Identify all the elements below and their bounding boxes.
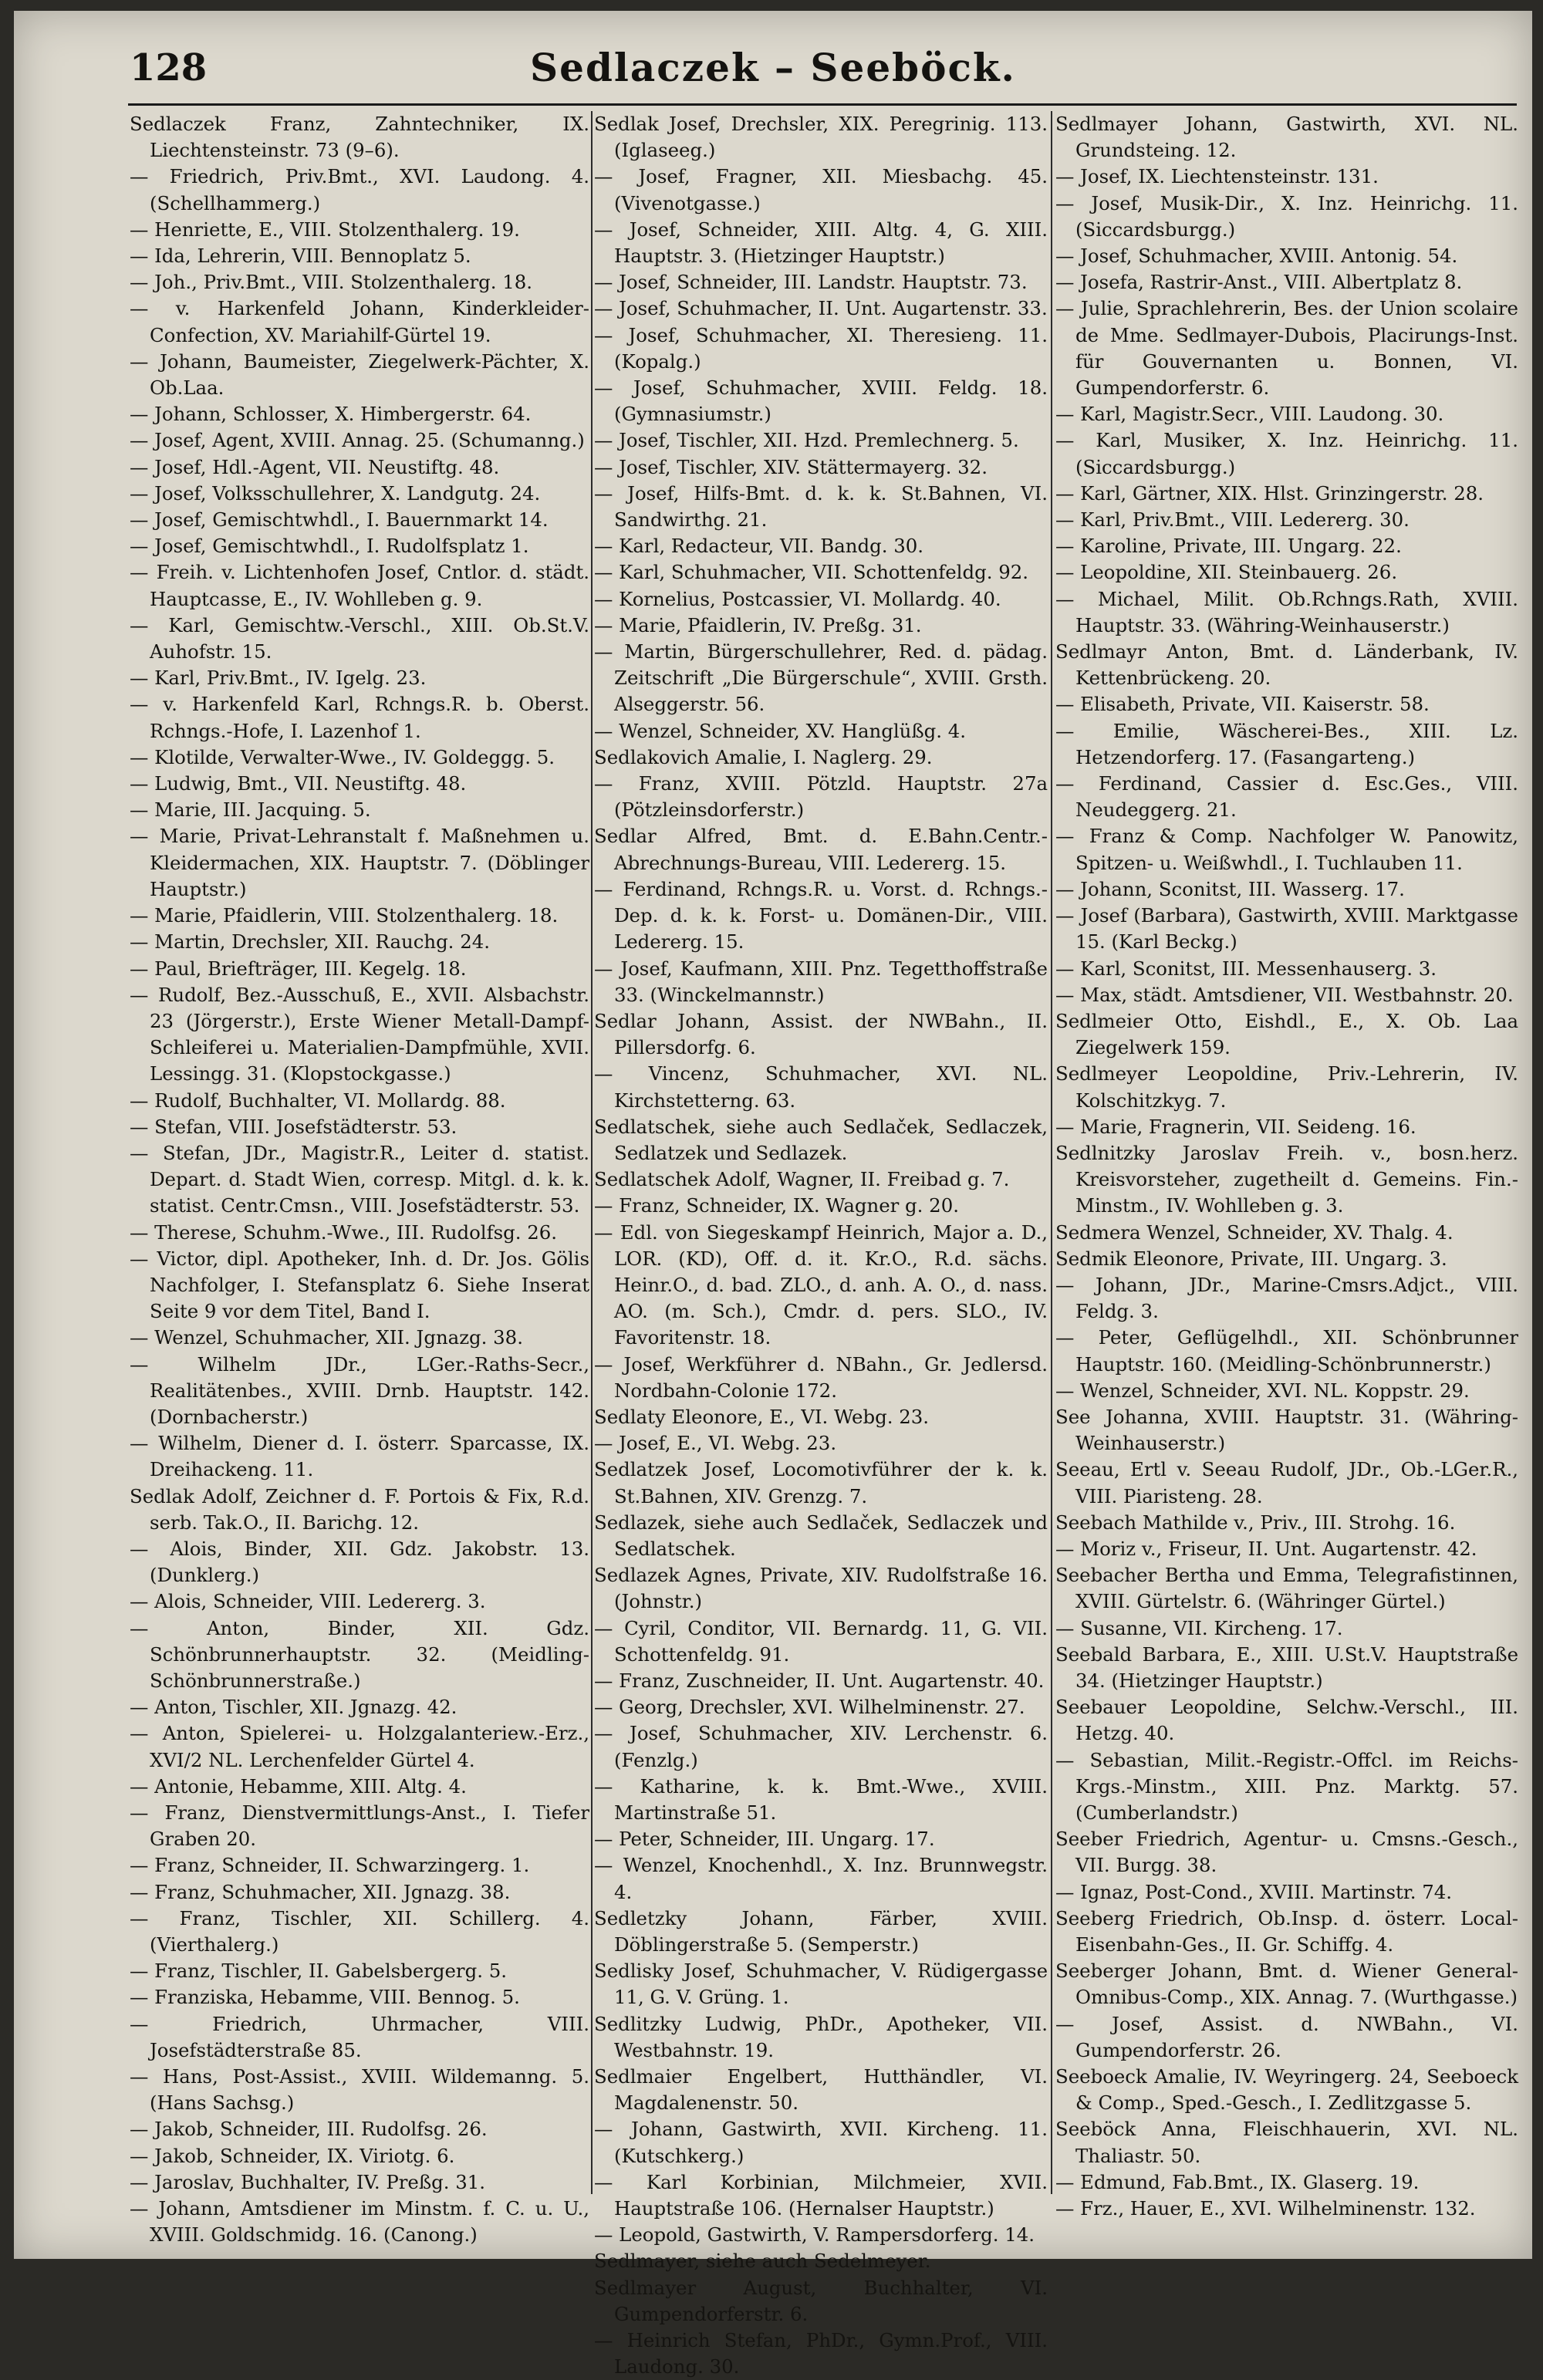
directory-entry: — Jakob, Schneider, III. Rudolfsg. 26.: [130, 2118, 488, 2141]
directory-entry: Sedlmayer, siehe auch Sedelmeyer.: [594, 2250, 931, 2273]
directory-entry: — Josef, Assist. d. NWBahn., VI. Gumpendorferstr. 26.: [1055, 2012, 1518, 2061]
directory-entry: Sedlatschek, siehe auch Sedlaček, Sedlaczek, Sedlatzek und Sedlazek.: [594, 1115, 1048, 1164]
directory-entry: Sedlmayer Johann, Gastwirth, XVI. NL. Grundsteing. 12.: [1055, 113, 1518, 162]
directory-entry: — Cyril, Conditor, VII. Bernardg. 11, G. VII. Schottenfeldg. 91.: [594, 1616, 1048, 1666]
directory-entry: Sedlaty Eleonore, E., VI. Webg. 23.: [594, 1405, 930, 1428]
column-divider: [591, 111, 593, 2194]
directory-entry: — Marie, III. Jacquing. 5.: [130, 798, 371, 822]
directory-entry: — Marie, Pfaidlerin, VIII. Stolzenthalerg. 18.: [130, 904, 559, 927]
directory-entry: — Ferdinand, Rchngs.R. u. Vorst. d. Rchngs.-Dep. d. k. k. Forst- u. Domänen-Dir., VIII. Ledererg. 15.: [594, 877, 1048, 954]
directory-entry: — Karl, Gärtner, XIX. Hlst. Grinzingerstr. 28.: [1055, 481, 1484, 505]
directory-entry: Sedlatzek Josef, Locomotivführer der k. k. St.Bahnen, XIV. Grenzg. 7.: [594, 1458, 1048, 1507]
directory-entry: — Josef, Kaufmann, XIII. Pnz. Tegetthoffstraße 33. (Winckelmannstr.): [594, 957, 1048, 1006]
directory-entry: — Johann, Baumeister, Ziegelwerk-Pächter, X. Ob.Laa.: [130, 349, 589, 400]
column-2: [594, 111, 1048, 2378]
directory-entry: — Freih. v. Lichtenhofen Josef, Cntlor. d. städt. Hauptcasse, E., IV. Wohlleben g. 9.: [130, 561, 589, 610]
directory-entry: — Wenzel, Schneider, XVI. NL. Koppstr. 29.: [1055, 1379, 1470, 1402]
directory-entry: — Johann, JDr., Marine-Cmsrs.Adjct., VIII. Feldg. 3.: [1055, 1273, 1518, 1323]
directory-entry: — Johann, Schlosser, X. Himbergerstr. 64.: [130, 403, 532, 426]
directory-entry: — Hans, Post-Assist., XVIII. Wildemanng. 5. (Hans Sachsg.): [130, 2065, 589, 2115]
directory-entry: Sedlazek, siehe auch Sedlaček, Sedlaczek und Sedlatschek.: [594, 1511, 1048, 1560]
directory-entry: — Wilhelm, Diener d. I. österr. Sparcasse, IX. Dreihackeng. 11.: [130, 1432, 589, 1481]
directory-entry: — Karl, Sconitst, III. Messenhauserg. 3.: [1055, 957, 1437, 980]
directory-entry: — Stefan, VIII. Josefstädterstr. 53.: [130, 1115, 457, 1138]
directory-entry: Seeböck Anna, Fleischhauerin, XVI. NL. Thaliastr. 50.: [1055, 2118, 1518, 2167]
directory-entry: — Jaroslav, Buchhalter, IV. Preßg. 31.: [130, 2170, 486, 2193]
directory-entry: — Franziska, Hebamme, VIII. Bennog. 5.: [130, 1986, 520, 2009]
directory-entry: Seeberg Friedrich, Ob.Insp. d. österr. Local-Eisenbahn-Ges., II. Gr. Schiffg. 4.: [1055, 1906, 1518, 1956]
directory-entry: — Susanne, VII. Kircheng. 17.: [1055, 1616, 1343, 1639]
directory-entry: — Josef, Hdl.-Agent, VII. Neustiftg. 48.: [130, 455, 500, 478]
directory-entry: — Peter, Geflügelhdl., XII. Schönbrunner Hauptstr. 160. (Meidling-Schönbrunnerstr.): [1055, 1326, 1518, 1376]
directory-entry: — Klotilde, Verwalter-Wwe., IV. Goldeggg. 5.: [130, 745, 555, 768]
directory-entry: — Rudolf, Bez.-Ausschuß, E., XVII. Alsbachstr. 23 (Jörgerstr.), Erste Wiener Metall-Dampf-Schleiferei u. Materialien-Dampfmühle, XVII. Lessingg. 31. (Klopstockgasse.): [130, 983, 589, 1085]
directory-entry: — Karl, Musiker, X. Inz. Heinrichg. 11. (Siccardsburgg.): [1055, 429, 1518, 478]
directory-entry: Sedlmeyer Leopoldine, Priv.-Lehrerin, IV. Kolschitzkyg. 7.: [1055, 1062, 1518, 1112]
directory-entry: Seebacher Bertha und Emma, Telegrafistinnen, XVIII. Gürtelstr. 6. (Währinger Gürtel.): [1055, 1564, 1518, 1613]
column-3: [1055, 111, 1518, 2220]
directory-entry: Sedlazek Agnes, Private, XIV. Rudolfstraße 16. (Johnstr.): [594, 1564, 1048, 1613]
directory-entry: — Frz., Hauer, E., XVI. Wilhelminenstr. 132.: [1055, 2197, 1476, 2220]
directory-entry: — Karoline, Private, III. Ungarg. 22.: [1055, 535, 1402, 558]
directory-entry: Sedlmaier Engelbert, Hutthändler, VI. Magdalenenstr. 50.: [594, 2065, 1048, 2115]
directory-entry: — Josefa, Rastrir-Anst., VIII. Albertplatz 8.: [1055, 271, 1463, 294]
directory-entry: — Karl, Schuhmacher, VII. Schottenfeldg. 92.: [594, 561, 1029, 584]
directory-entry: — Josef, Schuhmacher, XI. Theresieng. 11. (Kopalg.): [594, 323, 1048, 373]
directory-entry: — Anton, Spielerei- u. Holzgalanteriew.-Erz., XVI/2 NL. Lerchenfelder Gürtel 4.: [130, 1722, 589, 1771]
directory-entry: — Franz, Schneider, IX. Wagner g. 20.: [594, 1194, 959, 1217]
directory-entry: — Franz & Comp. Nachfolger W. Panowitz, Spitzen- u. Weißwhdl., I. Tuchlauben 11.: [1055, 825, 1518, 874]
directory-entry: — Karl, Priv.Bmt., VIII. Ledererg. 30.: [1055, 508, 1410, 532]
directory-entry: Sedmik Eleonore, Private, III. Ungarg. 3.: [1055, 1247, 1447, 1270]
directory-entry: — Victor, dipl. Apotheker, Inh. d. Dr. Jos. Gölis Nachfolger, I. Stefansplatz 6. Siehe Inserat Seite 9 vor dem Titel, Band I.: [130, 1247, 589, 1323]
directory-entry: — Josef, Schneider, XIII. Altg. 4, G. XIII. Hauptstr. 3. (Hietzinger Hauptstr.): [594, 218, 1048, 268]
directory-entry: — Friedrich, Priv.Bmt., XVI. Laudong. 4. (Schellhammerg.): [130, 165, 589, 214]
directory-entry: — Friedrich, Uhrmacher, VIII. Josefstädterstraße 85.: [130, 2012, 589, 2061]
directory-entry: — Anton, Tischler, XII. Jgnazg. 42.: [130, 1696, 457, 1719]
directory-entry: — Josef, Tischler, XIV. Stättermayerg. 32.: [594, 455, 988, 478]
directory-entry: Sedlar Alfred, Bmt. d. E.Bahn.Centr.-Abrechnungs-Bureau, VIII. Ledererg. 15.: [594, 825, 1048, 874]
directory-entry: Seeboeck Amalie, IV. Weyringerg. 24, Seeboeck & Comp., Sped.-Gesch., I. Zedlitzgasse 5.: [1055, 2065, 1518, 2115]
directory-entry: — Josef, Schuhmacher, XIV. Lerchenstr. 6. (Fenzlg.): [594, 1722, 1048, 1771]
directory-entry: — Sebastian, Milit.-Registr.-Offcl. im Reichs-Krgs.-Minstm., XIII. Pnz. Marktg. 57. (Cumberlandstr.): [1055, 1748, 1518, 1824]
directory-entry: — Paul, Briefträger, III. Kegelg. 18.: [130, 957, 467, 980]
directory-entry: — Ferdinand, Cassier d. Esc.Ges., VIII. Neudeggerg. 21.: [1055, 772, 1518, 822]
directory-entry: — Josef, Volksschullehrer, X. Landgutg. 24.: [130, 481, 541, 505]
directory-entry: — Georg, Drechsler, XVI. Wilhelminenstr. 27.: [594, 1696, 1025, 1719]
directory-entry: Sedlatschek Adolf, Wagner, II. Freibad g. 7.: [594, 1168, 1010, 1191]
directory-entry: — Josef, Schneider, III. Landstr. Hauptstr. 73.: [594, 271, 1028, 294]
directory-entry: — Franz, Dienstvermittlungs-Anst., I. Tiefer Graben 20.: [130, 1801, 589, 1851]
directory-entry: — Johann, Sconitst, III. Wasserg. 17.: [1055, 877, 1405, 900]
directory-entry: — Ludwig, Bmt., VII. Neustiftg. 48.: [130, 772, 467, 795]
directory-entry: — Karl Korbinian, Milchmeier, XVII. Hauptstraße 106. (Hernalser Hauptstr.): [594, 2170, 1048, 2220]
directory-entry: — Kornelius, Postcassier, VI. Mollardg. 40.: [594, 587, 1001, 610]
directory-entry: — Heinrich Stefan, PhDr., Gymn.Prof., VIII. Laudong. 30.: [594, 2329, 1048, 2378]
directory-entry: — Joh., Priv.Bmt., VIII. Stolzenthalerg. 18.: [130, 271, 533, 294]
directory-page: [14, 11, 1532, 2378]
directory-entry: — Ida, Lehrerin, VIII. Bennoplatz 5.: [130, 245, 471, 268]
directory-entry: Seeberger Johann, Bmt. d. Wiener General-Omnibus-Comp., XIX. Annag. 7. (Wurthgasse.): [1055, 1960, 1518, 2009]
directory-entry: Seebald Barbara, E., XIII. U.St.V. Hauptstraße 34. (Hietzinger Hauptstr.): [1055, 1642, 1518, 1692]
directory-entry: — Alois, Binder, XII. Gdz. Jakobstr. 13. (Dunklerg.): [130, 1537, 589, 1587]
directory-entry: — Josef, Hilfs-Bmt. d. k. k. St.Bahnen, VI. Sandwirthg. 21.: [594, 481, 1048, 532]
directory-entry: Sedletzky Johann, Färber, XVIII. Döblingerstraße 5. (Semperstr.): [594, 1906, 1048, 1956]
directory-entry: — Josef, Schuhmacher, XVIII. Antonig. 54.: [1055, 245, 1458, 268]
directory-entry: — Karl, Priv.Bmt., IV. Igelg. 23.: [130, 667, 427, 690]
directory-entry: — Antonie, Hebamme, XIII. Altg. 4.: [130, 1774, 467, 1798]
directory-entry: Seebauer Leopoldine, Selchw.-Verschl., III. Hetzg. 40.: [1055, 1696, 1518, 1745]
directory-entry: — Peter, Schneider, III. Ungarg. 17.: [594, 1828, 935, 1851]
directory-entry: — Franz, Tischler, XII. Schillerg. 4. (Vierthalerg.): [130, 1906, 589, 1956]
directory-entry: — Josef (Barbara), Gastwirth, XVIII. Marktgasse 15. (Karl Beckg.): [1055, 904, 1518, 954]
directory-entry: — Franz, Zuschneider, II. Unt. Augartenstr. 40.: [594, 1669, 1045, 1692]
directory-entry: — Josef, E., VI. Webg. 23.: [594, 1432, 837, 1455]
page-number: 128: [130, 46, 208, 89]
directory-entry: — Emilie, Wäscherei-Bes., XIII. Lz. Hetzendorferg. 17. (Fasangarteng.): [1055, 719, 1518, 768]
directory-entry: — Vincenz, Schuhmacher, XVI. NL. Kirchstetterng. 63.: [594, 1062, 1048, 1112]
directory-entry: — Julie, Sprachlehrerin, Bes. der Union scolaire de Mme. Sedlmayer-Dubois, Placirungs-Inst. für Gouvernanten u. Bonnen, VI. Gumpendorferstr. 6.: [1055, 297, 1518, 400]
directory-entry: — Katharine, k. k. Bmt.-Wwe., XVIII. Martinstraße 51.: [594, 1774, 1048, 1824]
header-rule: [128, 103, 1517, 106]
directory-entry: Sedlisky Josef, Schuhmacher, V. Rüdigergasse 11, G. V. Grüng. 1.: [594, 1960, 1048, 2009]
directory-entry: Sedlmayer August, Buchhalter, VI. Gumpendorferstr. 6.: [594, 2276, 1048, 2325]
directory-entry: — Josef, Schuhmacher, II. Unt. Augartenstr. 33.: [594, 297, 1048, 320]
directory-entry: — Karl, Redacteur, VII. Bandg. 30.: [594, 535, 924, 558]
directory-entry: — Franz, Schuhmacher, XII. Jgnazg. 38.: [130, 1880, 511, 1903]
directory-entry: Sedlak Josef, Drechsler, XIX. Peregrinig. 113. (Iglaseeg.): [594, 113, 1048, 162]
directory-entry: Seeber Friedrich, Agentur- u. Cmsns.-Gesch., VII. Burgg. 38.: [1055, 1828, 1518, 1877]
directory-entry: — Marie, Fragnerin, VII. Seideng. 16.: [1055, 1115, 1416, 1138]
directory-entry: — Wenzel, Schuhmacher, XII. Jgnazg. 38.: [130, 1326, 523, 1349]
directory-entry: Sedlmeier Otto, Eishdl., E., X. Ob. Laa Ziegelwerk 159.: [1055, 1009, 1518, 1059]
directory-entry: Sedlak Adolf, Zeichner d. F. Portois & Fix, R.d. serb. Tak.O., II. Barichg. 12.: [130, 1484, 589, 1534]
column-divider: [1051, 111, 1052, 2194]
directory-entry: — Alois, Schneider, VIII. Ledererg. 3.: [130, 1590, 486, 1613]
directory-entry: — Karl, Gemischtw.-Verschl., XIII. Ob.St.V. Auhofstr. 15.: [130, 613, 589, 663]
directory-entry: — Leopold, Gastwirth, V. Rampersdorferg. 14.: [594, 2223, 1035, 2247]
directory-entry: Seebach Mathilde v., Priv., III. Strohg. 16.: [1055, 1511, 1456, 1534]
directory-entry: — Josef, Gemischtwhdl., I. Bauernmarkt 14.: [130, 508, 549, 532]
page-header: Sedlaczek – Seeböck.: [530, 45, 1016, 90]
directory-entry: — Martin, Bürgerschullehrer, Red. d. pädag. Zeitschrift „Die Bürgerschule“, XVIII. Grsth. Alseggerstr. 56.: [594, 640, 1048, 716]
directory-entry: — v. Harkenfeld Johann, Kinderkleider-Confection, XV. Mariahilf-Gürtel 19.: [130, 297, 589, 346]
directory-entry: — Anton, Binder, XII. Gdz. Schönbrunnerhauptstr. 32. (Meidling-Schönbrunnerstraße.): [130, 1616, 589, 1692]
directory-entry: — v. Harkenfeld Karl, Rchngs.R. b. Oberst. Rchngs.-Hofe, I. Lazenhof 1.: [130, 693, 589, 742]
directory-entry: Sedlnitzky Jaroslav Freih. v., bosn.herz. Kreisvorsteher, zugetheilt d. Gemeins. Fin.-Minstm., IV. Wohlleben g. 3.: [1055, 1141, 1518, 1217]
directory-entry: — Marie, Pfaidlerin, IV. Preßg. 31.: [594, 613, 922, 636]
directory-entry: Sedlitzky Ludwig, PhDr., Apotheker, VII. Westbahnstr. 19.: [594, 2012, 1048, 2061]
directory-entry: — Therese, Schuhm.-Wwe., III. Rudolfsg. 26.: [130, 1220, 558, 1244]
directory-entry: — Johann, Gastwirth, XVII. Kircheng. 11. (Kutschkerg.): [594, 2118, 1048, 2167]
directory-entry: — Josef, Schuhmacher, XVIII. Feldg. 18. (Gymnasiumstr.): [594, 376, 1048, 426]
directory-entry: Sedlaczek Franz, Zahntechniker, IX. Liechtensteinstr. 73 (9–6).: [130, 113, 589, 162]
directory-entry: — Marie, Privat-Lehranstalt f. Maßnehmen u. Kleidermachen, XIX. Hauptstr. 7. (Döblinger Hauptstr.): [130, 825, 589, 900]
directory-entry: Seeau, Ertl v. Seeau Rudolf, JDr., Ob.-LGer.R., VIII. Piaristeng. 28.: [1055, 1458, 1518, 1507]
directory-entry: — Ignaz, Post-Cond., XVIII. Martinstr. 74.: [1055, 1880, 1453, 1903]
directory-entry: — Stefan, JDr., Magistr.R., Leiter d. statist. Depart. d. Stadt Wien, corresp. Mitgl. d. k. k. statist. Centr.Cmsn., VIII. Josefstädterstr. 53.: [130, 1141, 589, 1217]
directory-entry: Sedmera Wenzel, Schneider, XV. Thalg. 4.: [1055, 1220, 1454, 1244]
directory-entry: — Edl. von Siegeskampf Heinrich, Major a. D., LOR. (KD), Off. d. it. Kr.O., R.d. sächs. Heinr.O., d. bad. ZLO., d. anh. A. O., d. nass. AO. (m. Sch.), Cmdr. d. pers. SLO., IV. Favoritenstr. 18.: [594, 1220, 1048, 1349]
directory-entry: — Wilhelm JDr., LGer.-Raths-Secr., Realitätenbes., XVIII. Drnb. Hauptstr. 142. (Dornbacherstr.): [130, 1352, 589, 1428]
column-1: [130, 111, 589, 2247]
directory-entry: — Martin, Drechsler, XII. Rauchg. 24.: [130, 930, 490, 954]
directory-entry: — Josef, Gemischtwhdl., I. Rudolfsplatz 1.: [130, 535, 529, 558]
directory-entry: — Michael, Milit. Ob.Rchngs.Rath, XVIII. Hauptstr. 33. (Währing-Weinhauserstr.): [1055, 587, 1518, 636]
directory-entry: — Josef, Werkführer d. NBahn., Gr. Jedlersd. Nordbahn-Colonie 172.: [594, 1352, 1048, 1402]
directory-entry: — Henriette, E., VIII. Stolzenthalerg. 19.: [130, 218, 520, 241]
directory-entry: — Moriz v., Friseur, II. Unt. Augartenstr. 42.: [1055, 1537, 1477, 1560]
directory-entry: — Wenzel, Schneider, XV. Hanglüßg. 4.: [594, 719, 967, 742]
directory-entry: — Elisabeth, Private, VII. Kaiserstr. 58.: [1055, 693, 1430, 716]
directory-entry: — Jakob, Schneider, IX. Viriotg. 6.: [130, 2144, 455, 2167]
directory-entry: — Josef, IX. Liechtensteinstr. 131.: [1055, 165, 1379, 188]
directory-entry: — Wenzel, Knochenhdl., X. Inz. Brunnwegstr. 4.: [594, 1854, 1048, 1903]
directory-entry: — Josef, Musik-Dir., X. Inz. Heinrichg. 11. (Siccardsburgg.): [1055, 191, 1518, 241]
directory-entry: — Franz, Tischler, II. Gabelsbergerg. 5.: [130, 1960, 507, 1983]
directory-entry: — Josef, Tischler, XII. Hzd. Premlechnerg. 5.: [594, 429, 1019, 452]
directory-entry: Sedlar Johann, Assist. der NWBahn., II. Pillersdorfg. 6.: [594, 1009, 1048, 1059]
directory-entry: — Rudolf, Buchhalter, VI. Mollardg. 88.: [130, 1089, 506, 1112]
directory-entry: Sedlakovich Amalie, I. Naglerg. 29.: [594, 745, 933, 768]
directory-entry: — Josef, Agent, XVIII. Annag. 25. (Schumanng.): [130, 429, 585, 452]
directory-entry: Sedlmayr Anton, Bmt. d. Länderbank, IV. Kettenbrückeng. 20.: [1055, 640, 1518, 690]
directory-entry: — Edmund, Fab.Bmt., IX. Glaserg. 19.: [1055, 2170, 1420, 2193]
directory-entry: — Max, städt. Amtsdiener, VII. Westbahnstr. 20.: [1055, 983, 1514, 1006]
directory-entry: — Johann, Amtsdiener im Minstm. f. C. u. U., XVIII. Goldschmidg. 16. (Canong.): [130, 2197, 589, 2247]
directory-entry: — Franz, XVIII. Pötzld. Hauptstr. 27a (Pötzleinsdorferstr.): [594, 772, 1048, 822]
directory-entry: — Leopoldine, XII. Steinbauerg. 26.: [1055, 561, 1398, 584]
directory-entry: — Josef, Fragner, XII. Miesbachg. 45. (Vivenotgasse.): [594, 165, 1048, 214]
directory-entry: See Johanna, XVIII. Hauptstr. 31. (Währing-Weinhauserstr.): [1055, 1405, 1518, 1455]
directory-entry: — Karl, Magistr.Secr., VIII. Laudong. 30.: [1055, 403, 1444, 426]
directory-entry: — Franz, Schneider, II. Schwarzingerg. 1.: [130, 1854, 530, 1877]
